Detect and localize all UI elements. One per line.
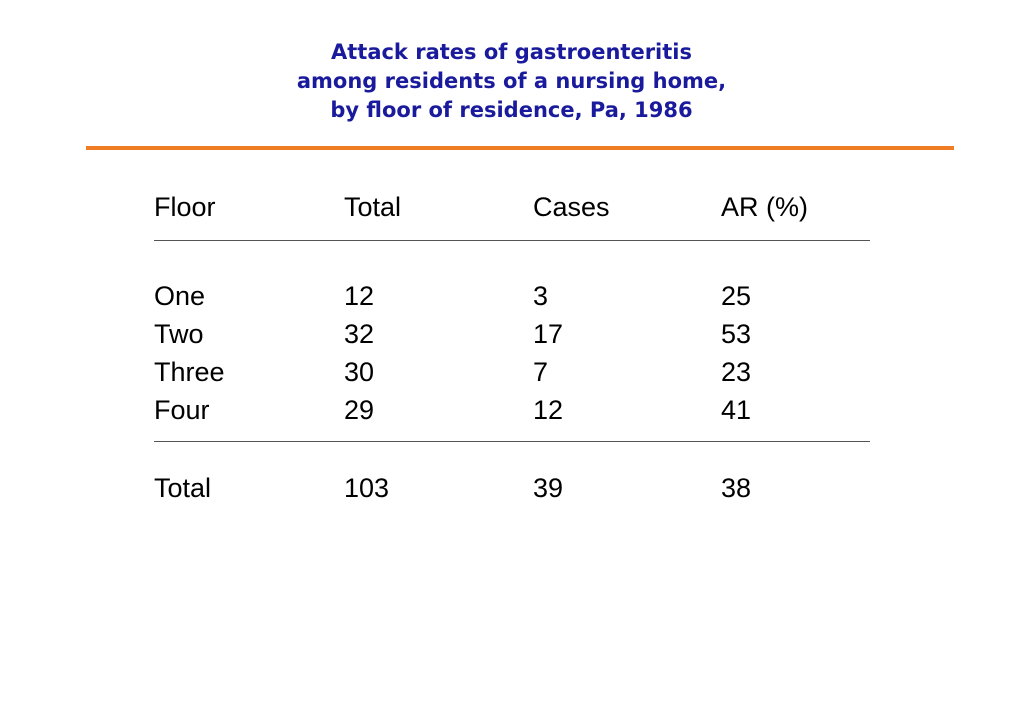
table-row bbox=[154, 277, 870, 315]
total-cases-cell: 39 bbox=[533, 473, 564, 503]
total-cell: 12 bbox=[344, 281, 375, 311]
total-label-cell: Total bbox=[154, 473, 212, 503]
floor-cell: Four bbox=[154, 395, 210, 425]
cases-cell: 17 bbox=[533, 319, 564, 349]
total-cell: 32 bbox=[344, 319, 375, 349]
title-line-2: among residents of a nursing home, bbox=[296, 69, 727, 93]
attack-rate-cell: 53 bbox=[721, 319, 752, 349]
cases-cell: 12 bbox=[533, 395, 564, 425]
header-cases: Cases bbox=[533, 192, 610, 222]
attack-rate-table bbox=[154, 186, 870, 507]
title-divider bbox=[86, 146, 954, 150]
table-row bbox=[154, 315, 870, 353]
header-floor: Floor bbox=[154, 192, 216, 222]
title-line-3: by floor of residence, Pa, 1986 bbox=[330, 98, 693, 122]
total-cell: 29 bbox=[344, 395, 375, 425]
total-residents-cell: 103 bbox=[344, 473, 390, 503]
title-line-1: Attack rates of gastroenteritis bbox=[330, 40, 692, 64]
cases-cell: 3 bbox=[533, 281, 549, 311]
floor-cell: Three bbox=[154, 357, 225, 387]
table-header-row bbox=[154, 186, 870, 228]
slide-title bbox=[0, 38, 1023, 125]
header-attack-rate: AR (%) bbox=[721, 192, 808, 222]
header-total: Total bbox=[344, 192, 402, 222]
floor-cell: One bbox=[154, 281, 206, 311]
table-row bbox=[154, 353, 870, 391]
attack-rate-cell: 25 bbox=[721, 281, 752, 311]
attack-rate-cell: 41 bbox=[721, 395, 752, 425]
total-cell: 30 bbox=[344, 357, 375, 387]
total-attack-rate-cell: 38 bbox=[721, 473, 752, 503]
table-total-row bbox=[154, 469, 870, 507]
table-row bbox=[154, 391, 870, 429]
cases-cell: 7 bbox=[533, 357, 549, 387]
floor-cell: Two bbox=[154, 319, 204, 349]
attack-rate-cell: 23 bbox=[721, 357, 752, 387]
